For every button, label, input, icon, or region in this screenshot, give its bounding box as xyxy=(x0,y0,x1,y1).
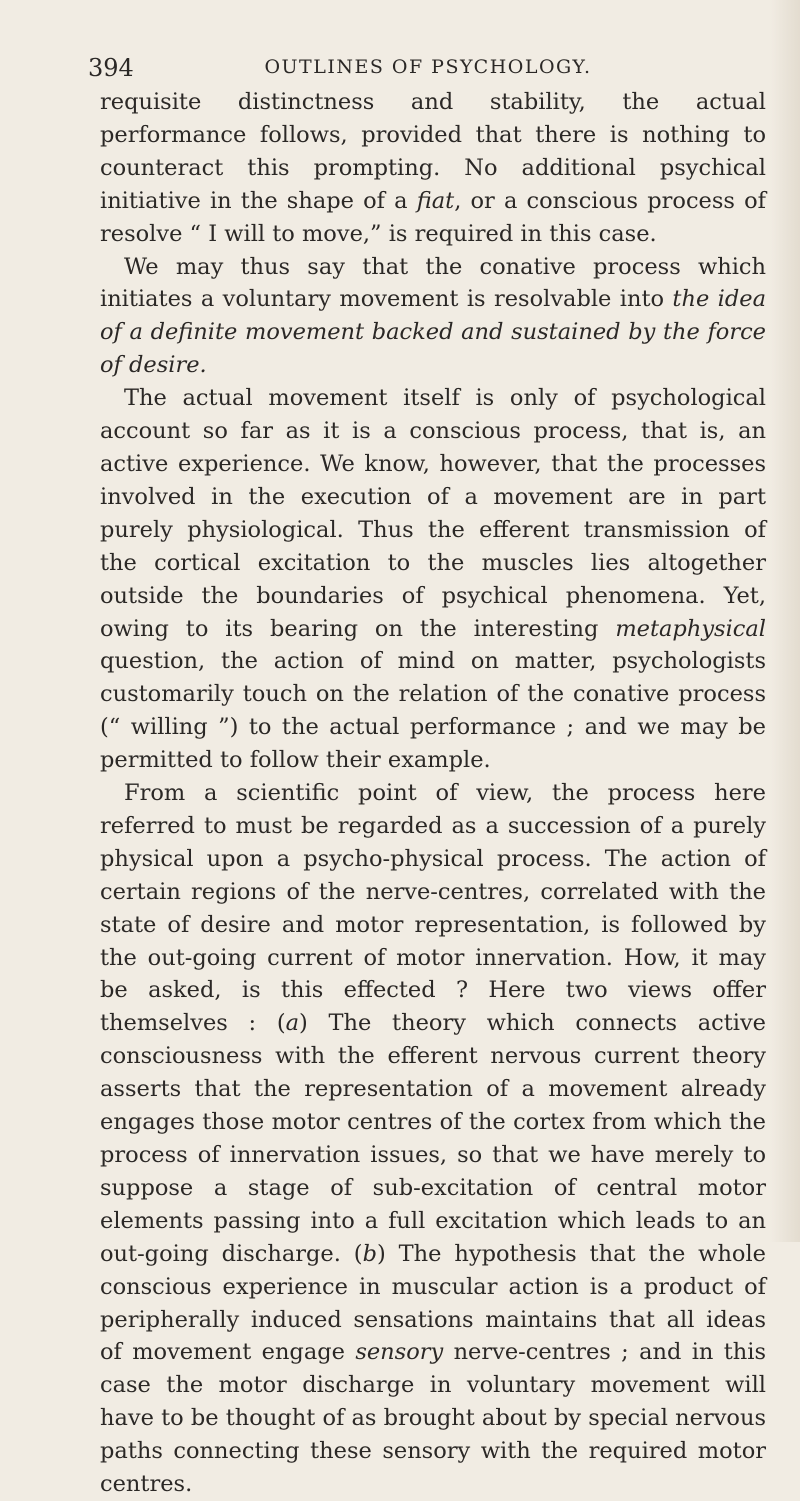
page-number: 394 xyxy=(88,54,134,82)
running-head: OUTLINES OF PSYCHOLOGY. xyxy=(264,56,592,78)
italic-text: metaphysical xyxy=(615,615,766,642)
text-segment: From a scientific point of view, the process here referred to must be regarded as a succession of a purely physical upon a psycho-physical process. The action of certain regions of the nerve-centres, correlated with the state of desire and motor representation, is followed by the out-going current of motor innervation. How, it may be asked, is this effected ? Here two views offer themselves : ( xyxy=(100,780,766,1037)
text-segment: , or a conscious process of resolve “ I will to move,” is required in this case. xyxy=(100,187,766,247)
paragraph xyxy=(100,777,766,1501)
text-segment: The actual movement itself is only of psychological account so far as it is a conscious process, that is, an active experience. We know, however, that the processes involved in the execution of a movement are in part purely physiological. Thus the efferent transmission of the cortical excitation to the muscles lies altogether outside the boundaries of psychical phenomena. Yet, owing to its bearing on the interesting xyxy=(100,385,766,642)
italic-text: fiat xyxy=(416,187,455,214)
italic-text: sensory xyxy=(355,1339,444,1366)
page-header xyxy=(88,50,768,86)
text-segment: We may thus say that the conative process which initiates a voluntary movement is resolvable into xyxy=(100,253,766,313)
paragraph xyxy=(100,251,766,383)
text-segment: ) The hypothesis that the whole conscious experience in muscular action is a product of peripherally induced sensations maintains that all ideas of movement engage xyxy=(100,1240,766,1366)
text-segment: question, the action of mind on matter, psychologists customarily touch on the relation of the conative process (“ willing ”) to the actual performance ; and we may be permitted to follow their example. xyxy=(100,648,766,774)
body-text xyxy=(100,86,766,1501)
text-segment: ) The theory which connects active consciousness with the efferent nervous current theory asserts that the representation of a movement already engages those motor centres of the cortex from which the process of innervation issues, so that we have merely to suppose a stage of sub-excitation of central motor elements passing into a full excitation which leads to an out-going discharge. ( xyxy=(100,1010,766,1267)
paragraph xyxy=(100,382,766,777)
page-edge-shadow xyxy=(770,0,800,1242)
italic-text: a xyxy=(285,1010,300,1037)
paragraph xyxy=(100,86,766,251)
text-segment: nerve-centres ; and in this case the motor discharge in voluntary movement will have to be thought of as brought about by special nervous paths connecting these sensory with the required motor centres. xyxy=(100,1339,767,1498)
italic-text: the idea of a definite movement backed and sustained by the force of desire. xyxy=(100,286,766,379)
italic-text: b xyxy=(362,1240,377,1267)
text-segment: requisite distinctness and stability, the actual performance follows, provided that there is nothing to counteract this prompting. No additional psychical initiative in the shape of a xyxy=(100,89,766,214)
